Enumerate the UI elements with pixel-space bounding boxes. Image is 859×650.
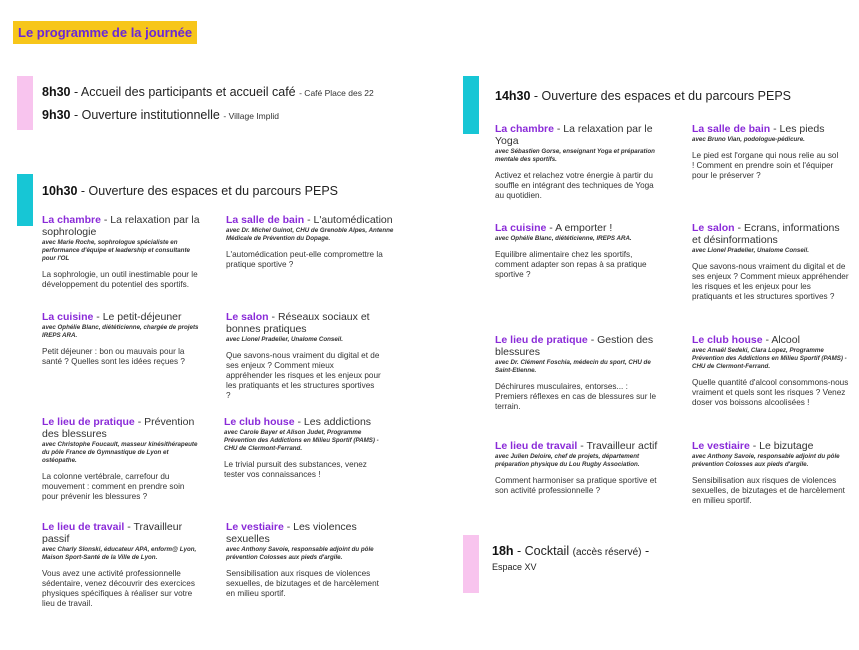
s1-desc-salon: Que savons-nous vraiment du digital et de ses enjeux ? Comment mieux appréhender les risques et les enjeux pour les pratiquants et les structures sportives ? <box>226 351 381 400</box>
s1-title-chambre: - La relaxation par la sophrologie <box>42 214 200 238</box>
s1-desc-lieu-de-pratique: La colonne vertébrale, carrefour du mouvement : comment en prendre soin pour prévenir les blessures ? <box>42 472 185 501</box>
s2-block-salon <box>692 222 850 302</box>
s2-title-lieu-de-pratique: - Gestion des blessures <box>495 334 654 358</box>
s1-block-vestiaire <box>226 521 386 599</box>
s1-title-vestiaire: - Les violences sexuelles <box>226 521 357 545</box>
s2-desc-vestiaire: Sensibilisation aux risques de violences sexuelles, de bizutages et de harcèlement en milieu sportif. <box>692 476 845 505</box>
s2-desc-salon: Que savons-nous vraiment du digital et de ses enjeux ? Comment mieux appréhender les risques et les enjeux pour les pratiquants et les structures sportives ? <box>692 262 849 301</box>
s2-speaker-salon: avec Lionel Pradelier, Unalome Conseil. <box>692 247 809 254</box>
s1-room-lieu-de-travail: Le lieu de travail <box>42 521 125 533</box>
s1-speaker-cuisine: avec Ophélie Blanc, diététicienne, chargée de projets IREPS ARA. <box>42 324 199 339</box>
s2-title-chambre: - La relaxation par le Yoga <box>495 123 653 147</box>
s2-room-club-house: Le club house <box>692 334 763 346</box>
opening-location: - Village Implid <box>223 111 279 121</box>
welcome-location: - Café Place des 22 <box>299 88 374 98</box>
s2-speaker-club-house: avec Amaël Sedeki, Clara Lopez, Programme Prévention des Addictions en Milieu Sportif (PAMS) - CHU de Clermont-Ferrand. <box>692 347 847 370</box>
s1-speaker-lieu-de-pratique: avec Christophe Foucault, masseur kinésithérapeute du pôle France de Gymnastique de Lyon et ostéopathe. <box>42 441 198 464</box>
s1-desc-cuisine: Petit déjeuner : bon ou mauvais pour la santé ? Quelles sont les idées reçues ? <box>42 347 185 366</box>
s1-room-vestiaire: Le vestiaire <box>226 521 284 533</box>
s1-room-salle-de-bain: La salle de bain <box>226 214 305 226</box>
s2-block-chambre <box>495 123 660 201</box>
session2-heading <box>495 89 791 103</box>
s2-block-lieu-de-pratique <box>495 334 660 412</box>
evening-heading <box>492 544 649 558</box>
s2-title-lieu-de-travail: - Travailleur actif <box>577 440 658 452</box>
s2-speaker-cuisine: avec Ophélie Blanc, diététicienne, IREPS ARA. <box>495 235 632 242</box>
session2-accent-bar <box>463 76 479 134</box>
s2-title-salle-de-bain: - Les pieds <box>770 123 825 135</box>
s2-desc-club-house: Quelle quantité d'alcool consommons-nous vraiment et quels sont les risques ? Venez doser vos boissons alcoolisées ! <box>692 378 849 407</box>
s1-block-cuisine <box>42 311 202 367</box>
s1-title-cuisine: - Le petit-déjeuner <box>93 311 182 323</box>
s1-title-salle-de-bain: - L'automédication <box>304 214 393 226</box>
evening-accent-bar <box>463 535 479 593</box>
session1-time: 10h30 <box>42 184 78 198</box>
opening-time: 9h30 <box>42 108 71 122</box>
s2-title-salon: - Ecrans, informations et désinformations <box>692 222 840 246</box>
s2-room-salon: Le salon <box>692 222 735 234</box>
opening-title: - Ouverture institutionnelle <box>70 108 220 122</box>
s2-room-lieu-de-pratique: Le lieu de pratique <box>495 334 588 346</box>
s2-desc-lieu-de-pratique: Déchirures musculaires, entorses... : Premiers réflexes en cas de blessures sur le terrain. <box>495 382 657 411</box>
s2-room-salle-de-bain: La salle de bain <box>692 123 771 135</box>
s1-speaker-vestiaire: avec Anthony Savoie, responsable adjoint du pôle prévention Colosses aux pieds d'argile. <box>226 546 374 561</box>
welcome-title: - Accueil des participants et accueil café <box>70 85 296 99</box>
s2-speaker-lieu-de-pratique: avec Dr. Clément Foschia, médecin du sport, CHU de Saint-Etienne. <box>495 359 651 374</box>
schedule-item-opening <box>42 108 279 122</box>
s1-room-cuisine: La cuisine <box>42 311 94 323</box>
s2-speaker-chambre: avec Sébastien Gorse, enseignant Yoga et préparation mentale des sportifs. <box>495 148 655 163</box>
s2-room-cuisine: La cuisine <box>495 222 547 234</box>
welcome-time: 8h30 <box>42 85 71 99</box>
session1-title: - Ouverture des espaces et du parcours PEPS <box>77 184 338 198</box>
s1-desc-lieu-de-travail: Vous avez une activité professionnelle sédentaire, venez découvrir des exercices physiques spécifiques à réaliser sur votre lieu de travail. <box>42 569 195 608</box>
programme-banner: Le programme de la journée <box>13 21 197 44</box>
s1-speaker-chambre: avec Marie Roche, sophrologue spécialiste en performance d'équipe et leadership et consultante pour l'OL <box>42 239 190 262</box>
s1-room-salon: Le salon <box>226 311 269 323</box>
s2-speaker-vestiaire: avec Anthony Savoie, responsable adjoint du pôle prévention Colosses aux pieds d'argile. <box>692 453 840 468</box>
s2-title-cuisine: - A emporter ! <box>546 222 613 234</box>
s1-block-salon <box>226 311 381 401</box>
s2-room-lieu-de-travail: Le lieu de travail <box>495 440 578 452</box>
s2-speaker-lieu-de-travail: avec Julien Deloire, chef de projets, département préparation physique du Lou Rugby Association. <box>495 453 640 468</box>
s2-room-vestiaire: Le vestiaire <box>692 440 750 452</box>
s1-room-club-house: Le club house <box>224 416 295 428</box>
s1-room-chambre: La chambre <box>42 214 101 226</box>
s1-title-club-house: - Les addictions <box>294 416 372 428</box>
schedule-item-welcome <box>42 85 374 99</box>
s1-desc-club-house: Le trivial pursuit des substances, venez tester vos connaissances ! <box>224 460 367 479</box>
s2-speaker-salle-de-bain: avec Bruno Vian, podologue-pédicure. <box>692 136 805 143</box>
s2-desc-lieu-de-travail: Comment harmoniser sa pratique sportive et son activité professionnelle ? <box>495 476 657 495</box>
s1-title-lieu-de-pratique: - Prévention des blessures <box>42 416 195 440</box>
s2-block-club-house <box>692 334 850 408</box>
s1-desc-chambre: La sophrologie, un outil inestimable pour le développement du potentiel des sportifs. <box>42 270 198 289</box>
s1-speaker-salle-de-bain: avec Dr. Michel Guinot, CHU de Grenoble Alpes, Antenne Médicale de Prévention du Dopage. <box>226 227 394 242</box>
evening-note: (accès réservé) <box>572 547 642 558</box>
session1-heading <box>42 184 338 198</box>
s2-desc-salle-de-bain: Le pied est l'organe qui nous relie au sol ! Comment en prendre soin et l'équiper pour le préserver ? <box>692 151 839 180</box>
s1-speaker-lieu-de-travail: avec Charly Slonski, éducateur APA, enform@ Lyon, Maison Sport-Santé de la Ville de Lyon. <box>42 546 197 561</box>
s2-title-club-house: - Alcool <box>762 334 800 346</box>
s1-block-lieu-de-pratique <box>42 416 202 502</box>
s1-desc-vestiaire: Sensibilisation aux risques de violences sexuelles, de bizutages et de harcèlement en milieu sportif. <box>226 569 379 598</box>
s2-title-vestiaire: - Le bizutage <box>749 440 814 452</box>
session2-title: - Ouverture des espaces et du parcours PEPS <box>530 89 791 103</box>
s1-block-lieu-de-travail <box>42 521 197 609</box>
s2-block-cuisine <box>495 222 660 280</box>
s1-title-salon: - Réseaux sociaux et bonnes pratiques <box>226 311 370 335</box>
s2-block-lieu-de-travail <box>495 440 660 496</box>
evening-dash: - <box>641 544 650 558</box>
s2-desc-chambre: Activez et relachez votre énergie à partir du souffle en intégrant des techniques de Yoga au quotidien. <box>495 171 654 200</box>
s2-desc-cuisine: Equilibre alimentaire chez les sportifs, comment adapter son repas à sa pratique sportive ? <box>495 250 647 279</box>
s1-speaker-club-house: avec Carole Bayer et Alison Judet, Programme Prévention des Addictions en Milieu Sportif (PAMS) - CHU de Clermont-Ferrand. <box>224 429 379 452</box>
s1-desc-salle-de-bain: L'automédication peut-elle compromettre la pratique sportive ? <box>226 250 383 269</box>
s1-block-club-house <box>224 416 384 480</box>
evening-title: - Cocktail <box>513 544 570 558</box>
s2-block-vestiaire <box>692 440 850 506</box>
session1-accent-bar <box>17 174 33 226</box>
s2-room-chambre: La chambre <box>495 123 554 135</box>
morning-accent-bar <box>17 76 33 130</box>
s1-title-lieu-de-travail: - Travailleur passif <box>42 521 183 545</box>
session2-time: 14h30 <box>495 89 531 103</box>
evening-location: Espace XV <box>492 562 537 572</box>
s1-speaker-salon: avec Lionel Pradelier, Unalome Conseil. <box>226 336 343 343</box>
evening-time: 18h <box>492 544 514 558</box>
s1-room-lieu-de-pratique: Le lieu de pratique <box>42 416 135 428</box>
s1-block-chambre <box>42 214 202 290</box>
s1-block-salle-de-bain <box>226 214 401 270</box>
s2-block-salle-de-bain <box>692 123 842 181</box>
